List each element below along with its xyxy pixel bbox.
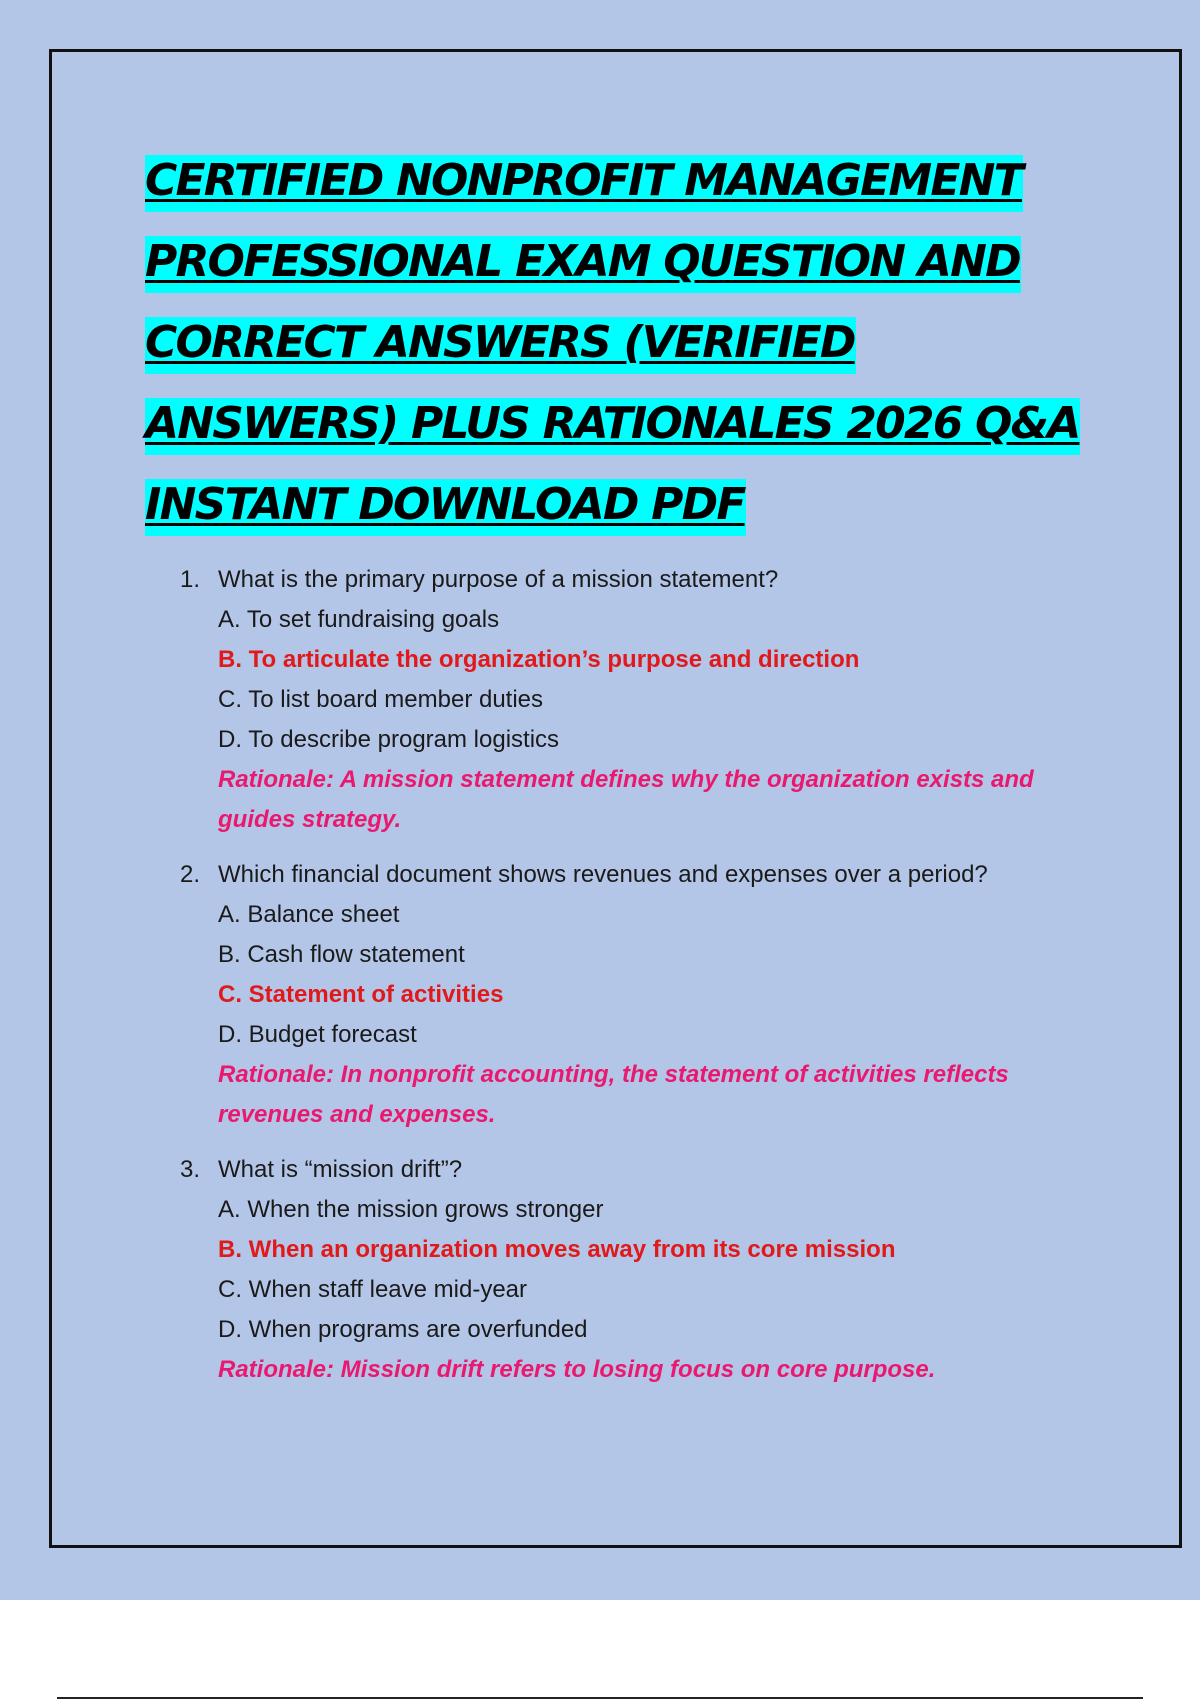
- correct-answer-option: C. Statement of activities: [218, 981, 504, 1008]
- rationale-text: Rationale: Mission drift refers to losing focus on core purpose.: [218, 1356, 936, 1383]
- title-line-text: PROFESSIONAL EXAM QUESTION AND: [145, 236, 1021, 293]
- answer-option: A. Balance sheet: [218, 901, 400, 928]
- title-line: [145, 464, 1105, 545]
- title-line: [145, 383, 1105, 464]
- question-number: 2.: [180, 861, 201, 888]
- answer-option: D. To describe program logistics: [218, 726, 560, 753]
- question-prompt: [180, 560, 1080, 600]
- question-prompt: [180, 1150, 1080, 1190]
- rationale-text: Rationale: In nonprofit accounting, the statement of activities reflects revenues and expenses.: [218, 1061, 1009, 1128]
- title-line: [145, 221, 1105, 302]
- question-text: Which financial document shows revenues and expenses over a period?: [218, 861, 988, 888]
- question-item: [180, 855, 1080, 1135]
- answer-options: [180, 1190, 1080, 1350]
- rationale-text: Rationale: A mission statement defines why the organization exists and guides strategy.: [218, 766, 1034, 833]
- question-number: 1.: [180, 566, 201, 593]
- footer-divider: [57, 1697, 1143, 1699]
- answer-options: [180, 895, 1080, 1055]
- question-item: [180, 1150, 1080, 1390]
- title-line: [145, 140, 1105, 221]
- answer-option: C. When staff leave mid-year: [218, 1276, 528, 1303]
- document-title: [145, 140, 1105, 545]
- question-text: What is “mission drift”?: [218, 1156, 463, 1183]
- title-line-text: ANSWERS) PLUS RATIONALES 2026 Q&A: [145, 398, 1080, 455]
- answer-options: [180, 600, 1080, 760]
- title-line-text: CORRECT ANSWERS (VERIFIED: [145, 317, 856, 374]
- question-list: [180, 560, 1080, 1405]
- question-number: 3.: [180, 1156, 201, 1183]
- answer-option: D. When programs are overfunded: [218, 1316, 588, 1343]
- question-item: [180, 560, 1080, 840]
- title-line: [145, 302, 1105, 383]
- correct-answer-option: B. To articulate the organization’s purpose and direction: [218, 646, 860, 673]
- title-line-text: CERTIFIED NONPROFIT MANAGEMENT: [145, 155, 1023, 212]
- question-text: What is the primary purpose of a mission statement?: [218, 566, 779, 593]
- answer-option: D. Budget forecast: [218, 1021, 417, 1048]
- answer-option: A. To set fundraising goals: [218, 606, 500, 633]
- title-line-text: INSTANT DOWNLOAD PDF: [145, 479, 746, 536]
- answer-option: A. When the mission grows stronger: [218, 1196, 604, 1223]
- correct-answer-option: B. When an organization moves away from its core mission: [218, 1236, 896, 1263]
- question-prompt: [180, 855, 1080, 895]
- answer-option: C. To list board member duties: [218, 686, 544, 713]
- answer-option: B. Cash flow statement: [218, 941, 465, 968]
